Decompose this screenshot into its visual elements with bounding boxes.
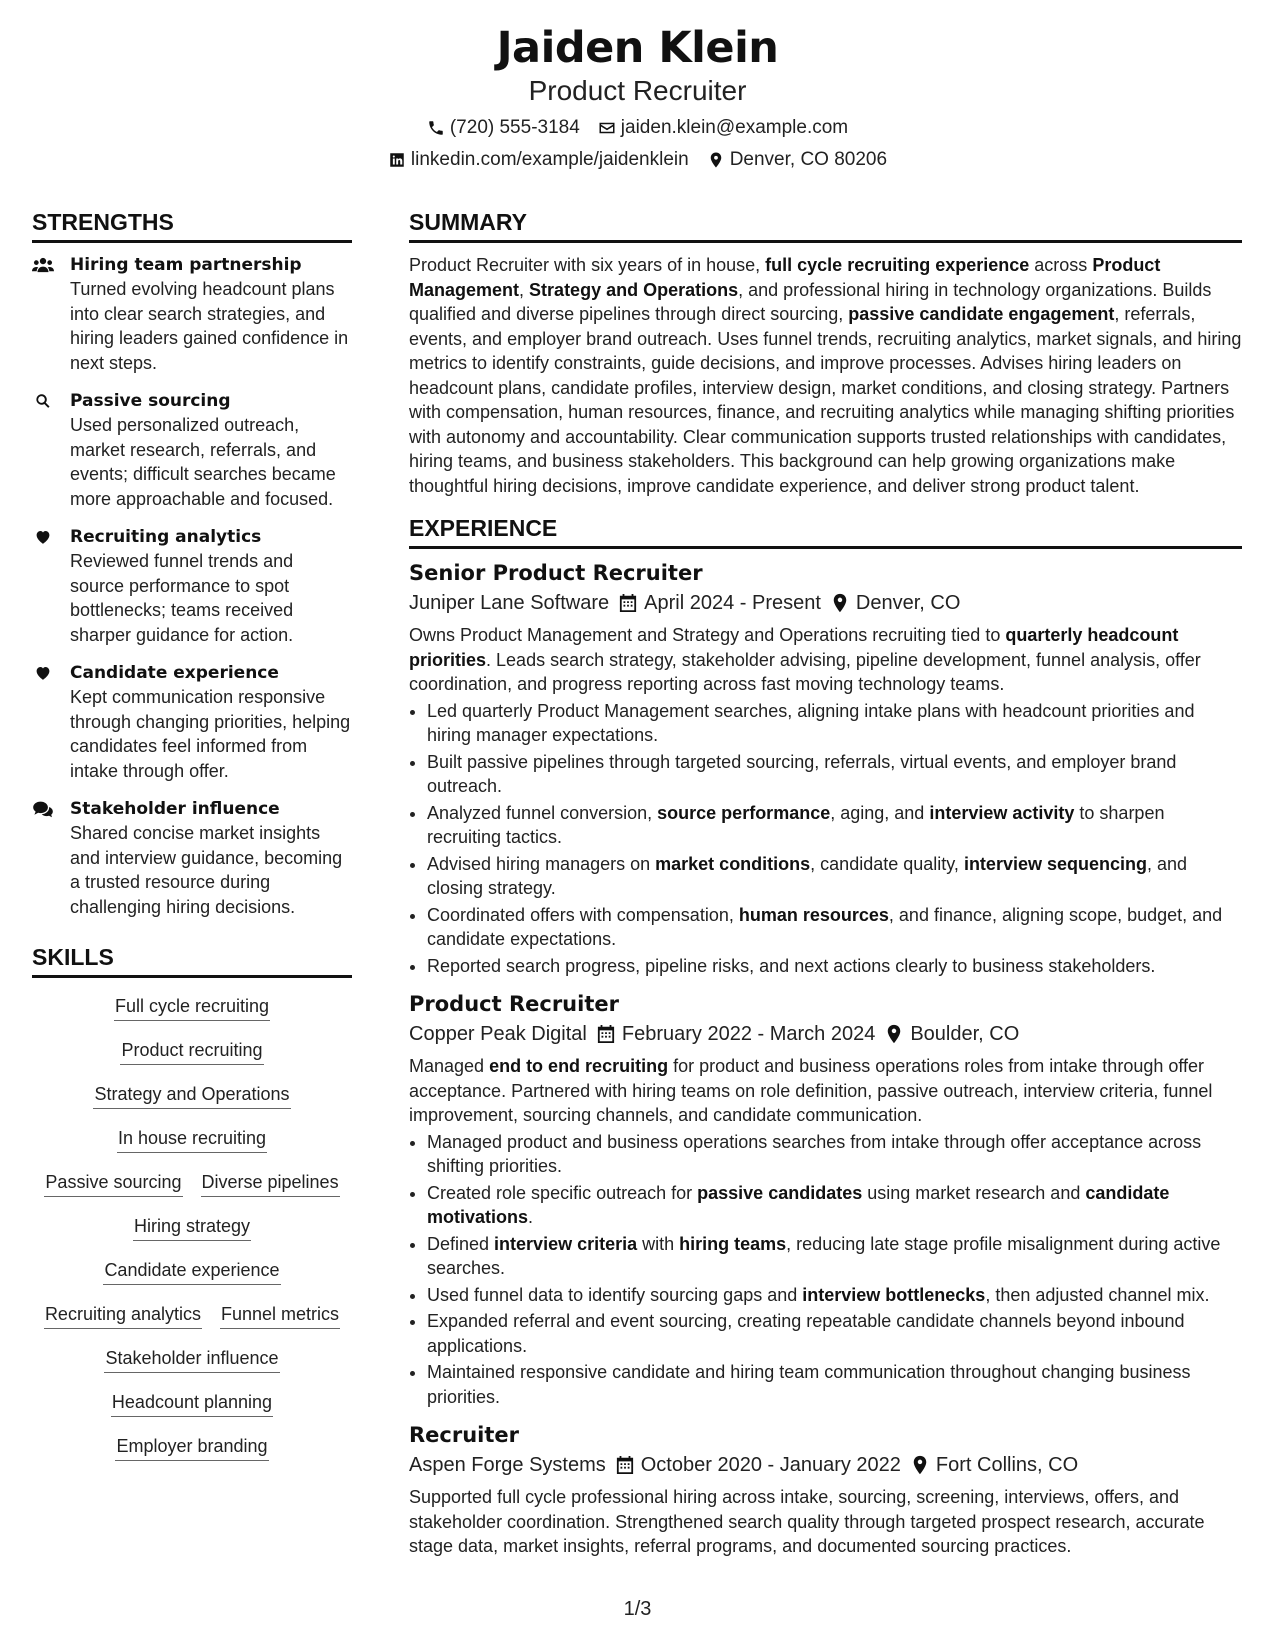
strength-item — [32, 661, 352, 783]
job-meta — [409, 1020, 1242, 1048]
job-dates-text: October 2020 - January 2022 — [640, 1454, 901, 1476]
job-title: Recruiter — [409, 1423, 520, 1447]
contact-row-2 — [0, 148, 1275, 172]
skills-row — [32, 1434, 352, 1461]
text-span: Coordinated offers with compensation, — [427, 904, 739, 925]
bullet-item — [427, 1309, 1242, 1358]
text-span: , and finance, aligning scope, budget, and candidate expectations. — [427, 904, 1223, 949]
strength-body — [70, 389, 352, 511]
text-span: for product and business operations roles from intake through offer acceptance. Partnered with hiring teams on role definition, passive outreach, interview criteria, funnel improvement, sourcing channels, and candidate communication. — [409, 1056, 1213, 1125]
job-location-text: Denver, CO — [855, 592, 961, 614]
strengths-list — [32, 253, 352, 919]
text-span: Supported full cycle professional hiring across intake, sourcing, screening, interviews, offers, and stakeholder coordination. Strengthened search quality through targeted prospect research, accurate stage data, market insights, referral programs, and documented sourcing practices. — [409, 1487, 1205, 1556]
bullet-item — [427, 1181, 1242, 1230]
heart-icon — [32, 661, 58, 783]
text-span: , reducing late stage profile misalignment during active searches. — [427, 1233, 1221, 1278]
job-entry — [409, 1421, 1242, 1559]
map-marker-icon — [885, 1024, 903, 1044]
skill-tag: Employer branding — [115, 1434, 268, 1461]
skill-tag: Hiring strategy — [133, 1214, 251, 1241]
text-span: , aging, and — [830, 802, 930, 823]
page-number: 1/3 — [623, 1598, 652, 1620]
strength-title: Stakeholder influence — [70, 799, 280, 819]
strength-description: Turned evolving headcount plans into clear search strategies, and hiring leaders gained confidence in next steps. — [70, 279, 349, 373]
map-marker-icon — [831, 593, 849, 613]
bold-text: interview bottlenecks — [802, 1284, 986, 1305]
skills-row — [32, 1126, 352, 1153]
job-location-text: Fort Collins, CO — [935, 1454, 1079, 1476]
skills-row — [32, 1302, 352, 1329]
linkedin-item[interactable] — [388, 148, 689, 172]
skill-tag: Passive sourcing — [44, 1170, 182, 1197]
text-span: to sharpen recruiting tactics. — [427, 802, 1165, 847]
job-location — [831, 589, 960, 617]
skills-row — [32, 1390, 352, 1417]
job-bullets — [409, 1130, 1242, 1410]
experience-list — [409, 559, 1242, 1559]
bold-text: source performance — [657, 802, 831, 823]
right-column — [409, 208, 1242, 1571]
email-link[interactable]: jaiden.klein@example.com — [620, 117, 849, 138]
text-span: , referrals, events, and employer brand outreach. Uses funnel trends, recruiting analytics, market signals, and hiring metrics to identify constraints, guide decisions, and improve processes. Advises hiring leaders on headcount plans, candidate profiles, interview design, market conditions, and closing strategy. Partners with compensation, human resources, finance, and recruiting analytics while managing shifting priorities with autonomy and accountability. Clear communication supports trusted relationships with candidates, hiring teams, and business stakeholders. This background can help growing organizations make thoughtful hiring decisions, improve candidate experience, and deliver strong product talent. — [409, 304, 1242, 496]
bold-text: passive candidates — [697, 1182, 863, 1203]
job-meta — [409, 1451, 1242, 1479]
bullet-item — [427, 1283, 1242, 1308]
text-span: Managed product and business operations searches from intake through offer acceptance across shifting priorities. — [427, 1131, 1202, 1176]
map-marker-icon — [911, 1455, 929, 1475]
text-span: Owns Product Management and Strategy and Operations recruiting tied to — [409, 625, 1006, 645]
resume-header — [0, 22, 1275, 172]
bold-text: interview sequencing — [963, 853, 1147, 874]
text-span: Created role specific outreach for — [427, 1182, 698, 1203]
bullet-item — [427, 1130, 1242, 1179]
job-location — [885, 1020, 1019, 1048]
strength-item — [32, 525, 352, 647]
bullet-item — [427, 1360, 1242, 1409]
calendar-icon — [616, 1455, 634, 1475]
strength-title: Hiring team partnership — [70, 255, 302, 275]
skill-tag: Product recruiting — [120, 1038, 263, 1065]
bold-text: candidate motivations — [427, 1182, 1170, 1227]
bullet-item — [427, 801, 1242, 850]
skill-tag: Headcount planning — [111, 1390, 273, 1417]
envelope-icon — [598, 119, 616, 137]
calendar-icon — [619, 593, 637, 613]
bullet-item — [427, 699, 1242, 748]
phone-item — [427, 116, 580, 140]
job-dates-text: February 2022 - March 2024 — [621, 1023, 876, 1045]
skill-tag: Recruiting analytics — [44, 1302, 202, 1329]
text-span: with — [637, 1233, 680, 1254]
strength-body — [70, 661, 352, 783]
job-dates — [616, 1451, 901, 1479]
text-span: Built passive pipelines through targeted sourcing, referrals, virtual events, and employer brand outreach. — [427, 751, 1177, 796]
strength-body — [70, 797, 352, 919]
text-span: Led quarterly Product Management searches, aligning intake plans with headcount priorities and hiring manager expectations. — [427, 700, 1195, 745]
summary-text — [409, 253, 1242, 498]
phone-icon — [427, 119, 445, 137]
skills-row — [32, 1258, 352, 1285]
company-name: Aspen Forge Systems — [409, 1454, 606, 1476]
text-span: , and closing strategy. — [427, 853, 1188, 898]
text-span: Expanded referral and event sourcing, creating repeatable candidate channels beyond inbound applications. — [427, 1311, 1185, 1356]
contact-row-1 — [0, 116, 1275, 140]
job-description — [409, 623, 1242, 697]
skills-row — [32, 1346, 352, 1373]
strength-body — [70, 253, 352, 375]
bold-text: human resources — [738, 904, 889, 925]
strength-item — [32, 797, 352, 919]
strength-description: Kept communication responsive through changing priorities, helping candidates feel informed from intake through offer. — [70, 687, 351, 781]
text-span: Used funnel data to identify sourcing gaps and — [427, 1284, 803, 1305]
job-dates — [597, 1020, 875, 1048]
job-dates — [619, 589, 821, 617]
job-title: Senior Product Recruiter — [409, 561, 703, 585]
skill-tag: Funnel metrics — [220, 1302, 340, 1329]
left-column — [32, 208, 352, 1478]
skills-row — [32, 994, 352, 1021]
job-location-text: Boulder, CO — [910, 1023, 1020, 1045]
skill-tag: Full cycle recruiting — [114, 994, 270, 1021]
job-description — [409, 1054, 1242, 1128]
text-span: , — [519, 279, 530, 300]
job-location — [911, 1451, 1078, 1479]
bullet-item — [427, 750, 1242, 799]
bold-text: interview activity — [929, 802, 1075, 823]
strength-description: Used personalized outreach, market research, referrals, and events; difficult searches became more approachable and focused. — [70, 415, 336, 509]
text-span: . Leads search strategy, stakeholder advising, pipeline development, funnel analysis, offer coordination, and progress reporting across fast moving technology teams. — [409, 649, 1201, 694]
skills-row — [32, 1082, 352, 1109]
skill-tag: In house recruiting — [117, 1126, 267, 1153]
bold-text: market conditions — [655, 853, 811, 874]
strength-item — [32, 253, 352, 375]
text-span: Managed — [409, 1056, 490, 1076]
company-name: Copper Peak Digital — [409, 1023, 587, 1045]
bold-text: Product Management — [409, 255, 1161, 300]
linkedin-icon — [388, 151, 406, 169]
candidate-name: Jaiden Klein — [496, 23, 779, 73]
experience-heading: EXPERIENCE — [409, 514, 1242, 549]
strength-description: Reviewed funnel trends and source performance to spot bottlenecks; teams received sharper guidance for action. — [70, 551, 294, 645]
calendar-icon — [597, 1024, 615, 1044]
strength-title: Recruiting analytics — [70, 527, 262, 547]
skills-row — [32, 1214, 352, 1241]
text-span: Advised hiring managers on — [427, 853, 656, 874]
strength-title: Passive sourcing — [70, 391, 231, 411]
text-span: Analyzed funnel conversion, — [427, 802, 658, 823]
bold-text: hiring teams — [679, 1233, 787, 1254]
job-dates-text: April 2024 - Present — [644, 592, 821, 614]
bullet-item — [427, 954, 1242, 979]
company-name: Juniper Lane Software — [409, 592, 610, 614]
location-item — [707, 148, 887, 172]
skill-tag: Candidate experience — [103, 1258, 280, 1285]
text-span: Product Recruiter with six years of in house, — [409, 255, 766, 275]
text-span: . — [528, 1207, 534, 1227]
email-item[interactable] — [598, 116, 848, 140]
bold-text: full cycle recruiting experience — [765, 255, 1030, 275]
skills-heading: SKILLS — [32, 943, 352, 978]
location-text: Denver, CO 80206 — [729, 149, 888, 170]
job-description — [409, 1485, 1242, 1559]
map-marker-icon — [707, 151, 725, 169]
bullet-item — [427, 903, 1242, 952]
skills-list — [32, 994, 352, 1461]
text-span: , and professional hiring in technology organizations. Builds qualified and diverse pipelines through direct sourcing, — [409, 279, 1212, 324]
text-span: Maintained responsive candidate and hiring team communication throughout changing business priorities. — [427, 1362, 1191, 1407]
job-entry — [409, 559, 1242, 978]
skill-tag: Strategy and Operations — [93, 1082, 290, 1109]
search-icon — [32, 389, 58, 511]
bold-text: passive candidate engagement — [848, 304, 1115, 324]
comments-icon — [32, 797, 58, 919]
text-span: , candidate quality, — [810, 853, 964, 874]
heart-icon — [32, 525, 58, 647]
strength-item — [32, 389, 352, 511]
skills-row — [32, 1170, 352, 1197]
summary-heading: SUMMARY — [409, 208, 1242, 243]
bullet-item — [427, 1232, 1242, 1281]
job-title: Product Recruiter — [409, 992, 619, 1016]
linkedin-link[interactable]: linkedin.com/example/jaidenklein — [410, 149, 689, 170]
skills-row — [32, 1038, 352, 1065]
users-icon — [32, 253, 58, 375]
strength-title: Candidate experience — [70, 663, 279, 683]
strength-description: Shared concise market insights and interview guidance, becoming a trusted resource during challenging hiring decisions. — [70, 823, 343, 917]
bold-text: end to end recruiting — [489, 1056, 669, 1076]
bold-text: Strategy and Operations — [529, 279, 739, 300]
text-span: Defined — [427, 1233, 495, 1254]
job-entry — [409, 990, 1242, 1409]
job-bullets — [409, 699, 1242, 979]
candidate-title: Product Recruiter — [528, 75, 747, 106]
strength-body — [70, 525, 352, 647]
bold-text: interview criteria — [494, 1233, 638, 1254]
strengths-heading: STRENGTHS — [32, 208, 352, 243]
phone-text: (720) 555-3184 — [449, 117, 580, 138]
text-span: across — [1029, 255, 1093, 275]
job-meta — [409, 589, 1242, 617]
text-span: using market research and — [862, 1182, 1086, 1203]
bold-text: quarterly headcount priorities — [409, 625, 1179, 670]
text-span: , then adjusted channel mix. — [985, 1284, 1210, 1305]
skill-tag: Diverse pipelines — [201, 1170, 340, 1197]
text-span: Reported search progress, pipeline risks, and next actions clearly to business stakeholders. — [427, 955, 1156, 976]
skill-tag: Stakeholder influence — [104, 1346, 279, 1373]
bullet-item — [427, 852, 1242, 901]
